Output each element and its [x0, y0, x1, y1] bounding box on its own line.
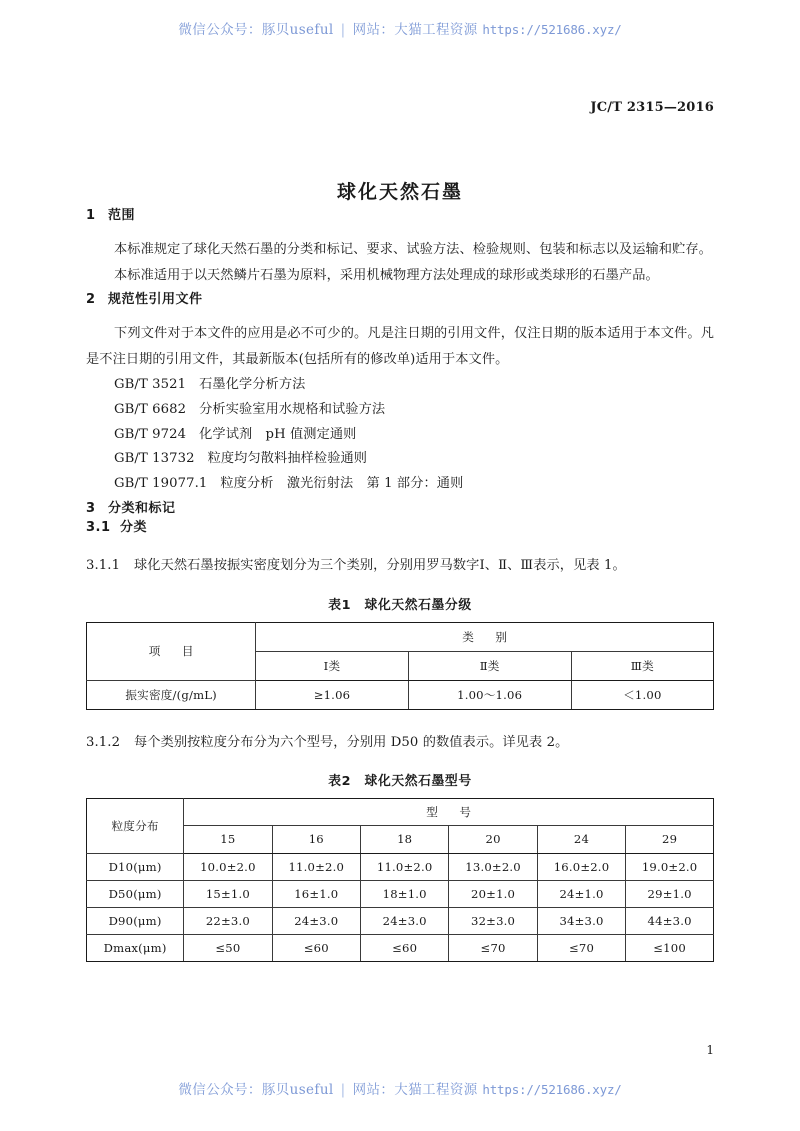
watermark-wechat-label: 微信公众号： — [178, 22, 262, 38]
reference-title: 石墨化学分析方法 — [199, 376, 306, 392]
table-1-caption: 表1 球化天然石墨分级 — [328, 598, 472, 614]
watermark-bottom — [0, 1078, 800, 1098]
section-heading-3-1 — [86, 516, 714, 535]
table-2-group-header: 型 号 — [184, 799, 714, 826]
table-2-cell: ≤100 — [626, 935, 714, 962]
table-2-cell: 11.0±2.0 — [360, 853, 448, 880]
section-3-label: 分类和标记 — [108, 501, 176, 516]
watermark-wechat-label: 微信公众号： — [178, 1082, 262, 1098]
reference-code: GB/T 13732 — [114, 451, 195, 467]
table-2-cell: ≤70 — [537, 935, 625, 962]
watermark-wechat-value: 豚贝useful — [261, 22, 334, 38]
table-2-cell: 18±1.0 — [360, 880, 448, 907]
table-2-cell: 24±1.0 — [537, 880, 625, 907]
reference-item — [86, 423, 714, 448]
reference-item — [86, 398, 714, 423]
table-2-cell: 34±3.0 — [537, 908, 625, 935]
table-2-row-label: D10(μm) — [87, 853, 184, 880]
table-2-model-header: 16 — [272, 826, 360, 853]
table-2-cell: 15±1.0 — [184, 880, 272, 907]
section-2-paragraph-1-text: 下列文件对于本文件的应用是必不可少的。凡是注日期的引用文件，仅注日期的版本适用于本文件。凡是不注日期的引用文件，其最新版本(包括所有的修改单)适用于本文件。 — [86, 326, 714, 368]
table-2-model-header: 24 — [537, 826, 625, 853]
watermark-site-label: 网站： — [352, 22, 395, 38]
section-heading-3 — [86, 497, 714, 516]
reference-code: GB/T 19077.1 — [114, 476, 208, 492]
watermark-site-label: 网站： — [352, 1082, 395, 1098]
watermark-separator: | — [340, 22, 346, 38]
table-1-block — [86, 594, 714, 710]
table-1-row-label: 振实密度/(g/mL) — [87, 681, 256, 710]
table-2-model-header: 18 — [360, 826, 448, 853]
section-3-1-label: 分类 — [120, 520, 148, 535]
table-2 — [86, 798, 714, 962]
table-2-cell: ≤50 — [184, 935, 272, 962]
page-number: 1 — [706, 1043, 714, 1057]
standard-number: JC/T 2315—2016 — [590, 100, 714, 115]
reference-item — [86, 447, 714, 472]
table-1-category-header: Ⅰ类 — [256, 652, 408, 681]
table-row — [87, 908, 714, 935]
section-1-paragraph-2 — [86, 263, 714, 289]
table-2-cell: 24±3.0 — [360, 908, 448, 935]
watermark-wechat-value: 豚贝useful — [261, 1082, 334, 1098]
table-2-cell: 32±3.0 — [449, 908, 537, 935]
table-2-cell: 20±1.0 — [449, 880, 537, 907]
table-1-group-header: 类 别 — [256, 623, 714, 652]
reference-code: GB/T 9724 — [114, 426, 187, 442]
watermark-site-value: 大猫工程资源 — [394, 22, 478, 38]
table-2-cell: 11.0±2.0 — [272, 853, 360, 880]
table-2-row-label: Dmax(μm) — [87, 935, 184, 962]
table-1-category-header: Ⅱ类 — [408, 652, 571, 681]
table-1-cell: ＜1.00 — [571, 681, 713, 710]
section-1-label: 范围 — [108, 208, 136, 223]
document-content — [86, 0, 714, 962]
table-2-row-label: D90(μm) — [87, 908, 184, 935]
table-1 — [86, 622, 714, 710]
page-title: 球化天然石墨 — [336, 181, 463, 203]
clause-3-1-1-text: 球化天然石墨按振实密度划分为三个类别，分别用罗马数字Ⅰ、Ⅱ、Ⅲ表示，见表 1。 — [134, 558, 626, 573]
table-1-header-item: 项 目 — [87, 623, 256, 681]
table-2-cell: 29±1.0 — [626, 880, 714, 907]
table-row — [87, 853, 714, 880]
watermark-separator: | — [340, 1082, 346, 1098]
reference-title: 分析实验室用水规格和试验方法 — [199, 401, 386, 417]
section-heading-2 — [86, 288, 714, 307]
table-1-category-header: Ⅲ类 — [571, 652, 713, 681]
table-2-model-header: 29 — [626, 826, 714, 853]
table-2-cell: 22±3.0 — [184, 908, 272, 935]
section-3-number: 3 — [86, 501, 96, 516]
section-1-paragraph-1 — [86, 237, 714, 263]
reference-code: GB/T 6682 — [114, 401, 187, 417]
table-2-cell: 24±3.0 — [272, 908, 360, 935]
table-2-cell: ≤60 — [272, 935, 360, 962]
table-row — [87, 799, 714, 826]
section-1-number: 1 — [86, 208, 96, 223]
clause-3-1-2-text: 每个类别按粒度分布分为六个型号，分别用 D50 的数值表示。详见表 2。 — [134, 735, 569, 751]
reference-title: 化学试剂 pH 值测定通则 — [199, 426, 357, 442]
table-row — [87, 935, 714, 962]
table-2-cell: ≤60 — [360, 935, 448, 962]
table-2-cell: 16.0±2.0 — [537, 853, 625, 880]
table-2-cell: 10.0±2.0 — [184, 853, 272, 880]
table-1-cell: 1.00～1.06 — [408, 681, 571, 710]
section-2-label: 规范性引用文件 — [108, 292, 203, 308]
clause-3-1-1-number: 3.1.1 — [86, 558, 121, 573]
table-2-cell: ≤70 — [449, 935, 537, 962]
table-2-cell: 44±3.0 — [626, 908, 714, 935]
table-2-cell: 19.0±2.0 — [626, 853, 714, 880]
table-2-block — [86, 770, 714, 962]
table-2-row-label: D50(μm) — [87, 880, 184, 907]
section-heading-1 — [86, 204, 714, 223]
table-row — [87, 681, 714, 710]
clause-3-1-1 — [86, 553, 714, 578]
table-row — [87, 880, 714, 907]
section-1-paragraph-1-text: 本标准规定了球化天然石墨的分类和标记、要求、试验方法、检验规则、包装和标志以及运输和贮存。 — [114, 242, 712, 257]
reference-item — [86, 472, 714, 497]
normative-reference-list — [86, 373, 714, 497]
table-row — [87, 623, 714, 652]
reference-title: 粒度分析 激光衍射法 第 1 部分：通则 — [220, 476, 464, 492]
reference-title: 粒度均匀散料抽样检验通则 — [207, 451, 368, 467]
table-2-model-header: 15 — [184, 826, 272, 853]
clause-3-1-2-number: 3.1.2 — [86, 735, 121, 751]
table-2-cell: 16±1.0 — [272, 880, 360, 907]
table-2-caption: 表2 球化天然石墨型号 — [328, 774, 472, 790]
watermark-url[interactable]: https://521686.xyz/ — [482, 22, 622, 37]
reference-code: GB/T 3521 — [114, 376, 187, 392]
table-1-cell: ≥1.06 — [256, 681, 408, 710]
section-2-number: 2 — [86, 292, 96, 308]
watermark-site-value: 大猫工程资源 — [394, 1082, 478, 1098]
reference-item — [86, 373, 714, 398]
table-2-model-header: 20 — [449, 826, 537, 853]
watermark-url[interactable]: https://521686.xyz/ — [482, 1082, 622, 1097]
table-2-cell: 13.0±2.0 — [449, 853, 537, 880]
section-2-paragraph-1 — [86, 321, 714, 372]
section-3-1-number: 3.1 — [86, 520, 111, 535]
table-2-header-item: 粒度分布 — [87, 799, 184, 853]
section-1-paragraph-2-text: 本标准适用于以天然鳞片石墨为原料，采用机械物理方法处理成的球形或类球形的石墨产品。 — [114, 267, 659, 283]
clause-3-1-2 — [86, 730, 714, 755]
